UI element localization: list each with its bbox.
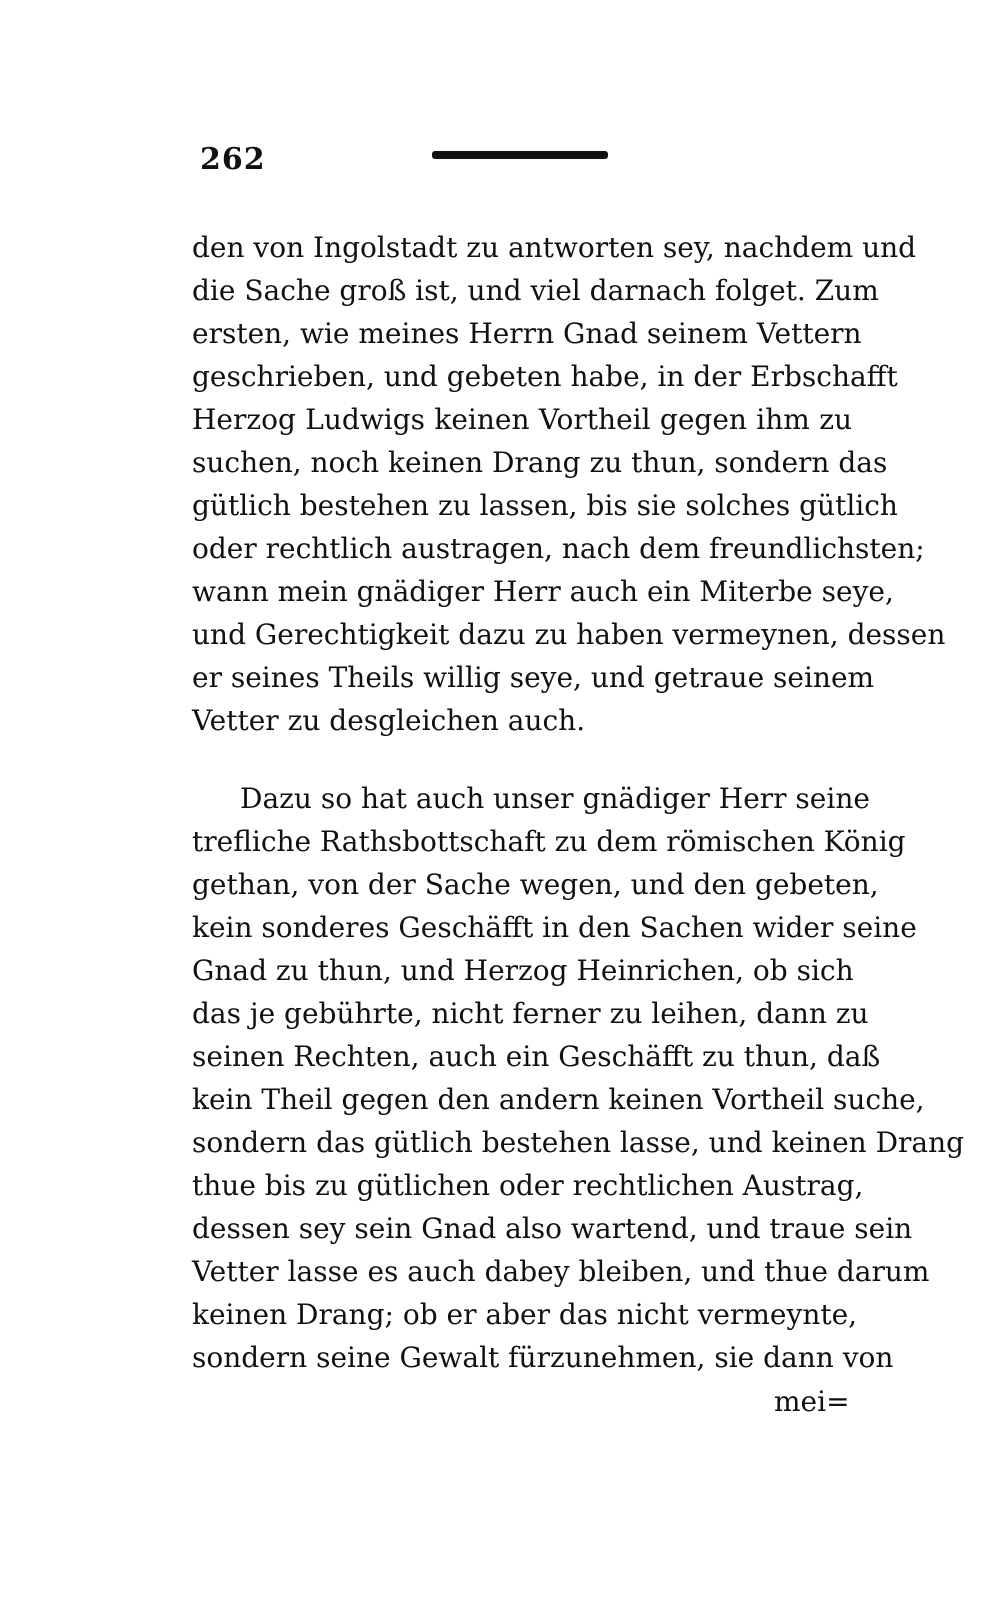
text-line: Gnad zu thun, und Herzog Heinrichen, ob sich [192,954,854,987]
text-line: das je gebührte, nicht ferner zu leihen, dann zu [192,997,869,1030]
text-line: suchen, noch keinen Drang zu thun, sondern das [192,446,888,479]
text-line: thue bis zu gütlichen oder rechtlichen Austrag, [192,1169,864,1202]
text-line: geschrieben, und gebeten habe, in der Erbschafft [192,360,898,393]
paragraph-1 [192,226,946,742]
text-line: sondern das gütlich bestehen lasse, und keinen Drang [192,1126,965,1159]
catchword: mei= [774,1385,850,1418]
text-line: und Gerechtigkeit dazu zu haben vermeynen, dessen [192,618,946,651]
text-line: Vetter zu desgleichen auch. [192,704,586,737]
page-number: 262 [200,142,266,177]
text-line: kein Theil gegen den andern keinen Vortheil suche, [192,1083,925,1116]
paragraph-2 [192,777,965,1379]
text-line: den von Ingolstadt zu antworten sey, nachdem und [192,231,917,264]
text-line: seinen Rechten, auch ein Geschäfft zu thun, daß [192,1040,881,1073]
text-line: gethan, von der Sache wegen, und den gebeten, [192,868,879,901]
text-line: dessen sey sein Gnad also wartend, und traue sein [192,1212,913,1245]
text-line: wann mein gnädiger Herr auch ein Miterbe seye, [192,575,894,608]
text-line: ersten, wie meines Herrn Gnad seinem Vettern [192,317,862,350]
text-line: Vetter lasse es auch dabey bleiben, und thue darum [192,1255,930,1288]
text-line: keinen Drang; ob er aber das nicht vermeynte, [192,1298,858,1331]
text-line: kein sonderes Geschäfft in den Sachen wider seine [192,911,917,944]
text-line: die Sache groß ist, und viel darnach folget. Zum [192,274,879,307]
text-line: sondern seine Gewalt fürzunehmen, sie dann von [192,1341,894,1374]
text-line: gütlich bestehen zu lassen, bis sie solches gütlich [192,489,898,522]
text-line: trefliche Rathsbottschaft zu dem römischen König [192,825,906,858]
text-line: oder rechtlich austragen, nach dem freundlichsten; [192,532,925,565]
text-line: Herzog Ludwigs keinen Vortheil gegen ihm zu [192,403,852,436]
header-rule [432,151,608,159]
text-line: er seines Theils willig seye, und getraue seinem [192,661,875,694]
text-line: Dazu so hat auch unser gnädiger Herr seine [240,782,870,815]
